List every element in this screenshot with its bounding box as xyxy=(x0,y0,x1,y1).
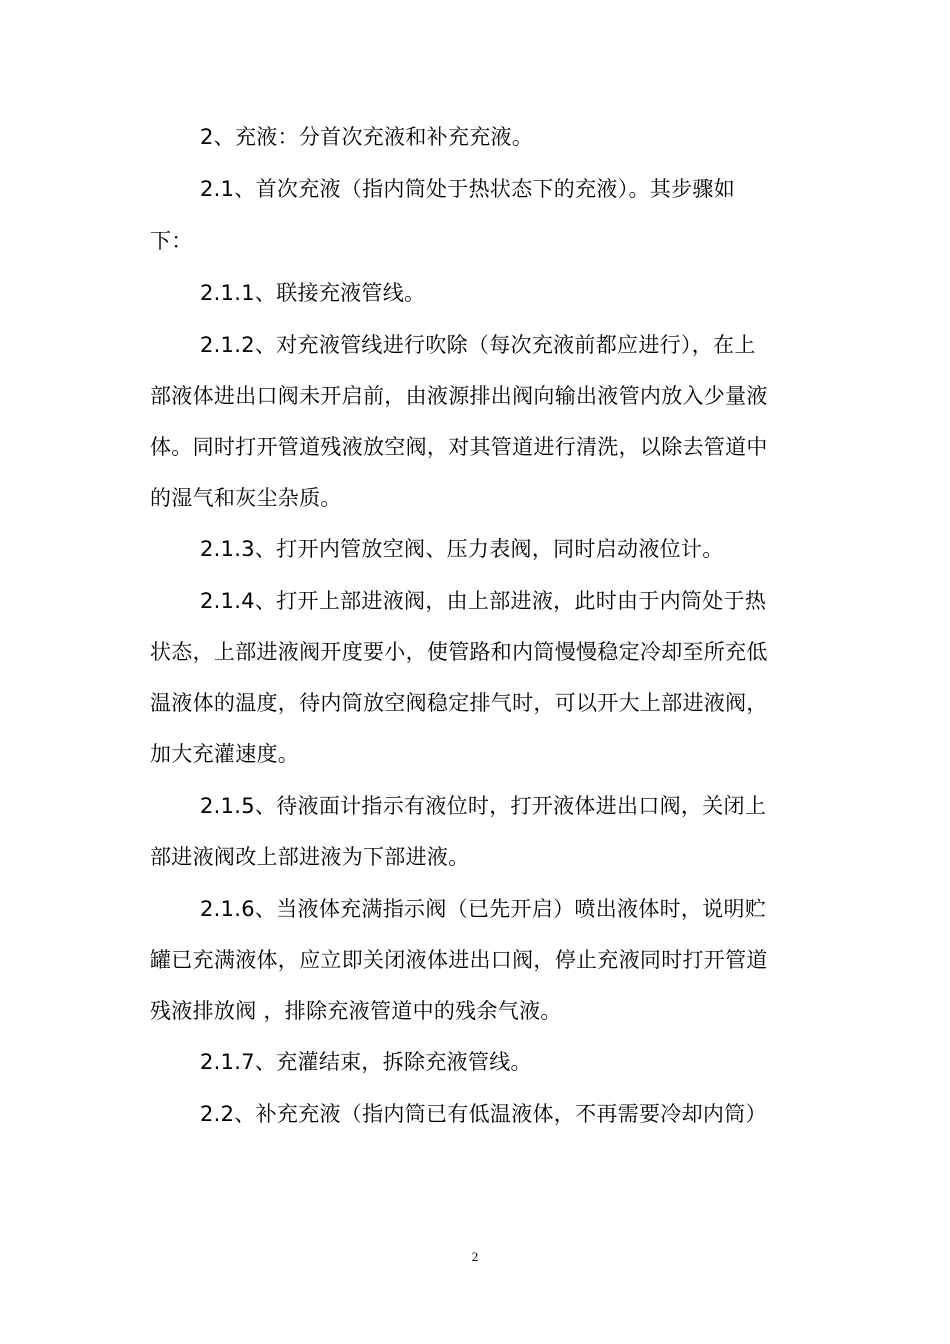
text-line: 温液体的温度，待内筒放空阀稳定排气时，可以开大上部进液阀， xyxy=(150,691,768,715)
text-line: 体。同时打开管道残液放空阀，对其管道进行清洗，以除去管道中 xyxy=(150,435,768,459)
page-number: 2 xyxy=(471,1249,479,1264)
text-line: 加大充灌速度。 xyxy=(150,742,300,766)
text-line: 2、充液：分首次充液和补充充液。 xyxy=(200,125,534,149)
text-line: 2.1、首次充液（指内筒处于热状态下的充液）。其步骤如 xyxy=(200,177,735,201)
text-line: 2.1.7、充灌结束，拆除充液管线。 xyxy=(200,1050,532,1074)
text-line: 2.1.6、当液体充满指示阀（已先开启）喷出液体时，说明贮 xyxy=(200,897,767,921)
text-line: 部液体进出口阀未开启前，由液源排出阀向输出液管内放入少量液 xyxy=(150,384,768,408)
text-line: 罐已充满液体，应立即关闭液体进出口阀，停止充液同时打开管道 xyxy=(150,948,768,972)
text-line: 部进液阀改上部进液为下部进液。 xyxy=(150,845,470,869)
text-line: 残液排放阀 ，排除充液管道中的残余气液。 xyxy=(150,999,562,1023)
text-line: 2.1.4、打开上部进液阀，由上部进液，此时由于内筒处于热 xyxy=(200,589,767,613)
text-line: 2.2、补充充液（指内筒已有低温液体，不再需要冷却内筒） xyxy=(200,1102,767,1126)
text-line: 2.1.5、待液面计指示有液位时，打开液体进出口阀，关闭上 xyxy=(200,794,767,818)
text-line: 2.1.1、联接充液管线。 xyxy=(200,281,426,305)
text-line: 下： xyxy=(150,229,193,253)
text-line: 的湿气和灰尘杂质。 xyxy=(150,486,342,510)
text-line: 状态，上部进液阀开度要小，使管路和内筒慢慢稳定冷却至所充低 xyxy=(150,640,768,664)
text-line: 2.1.2、对充液管线进行吹除（每次充液前都应进行），在上 xyxy=(200,333,756,357)
text-line: 2.1.3、打开内管放空阀、压力表阀，同时启动液位计。 xyxy=(200,537,724,561)
